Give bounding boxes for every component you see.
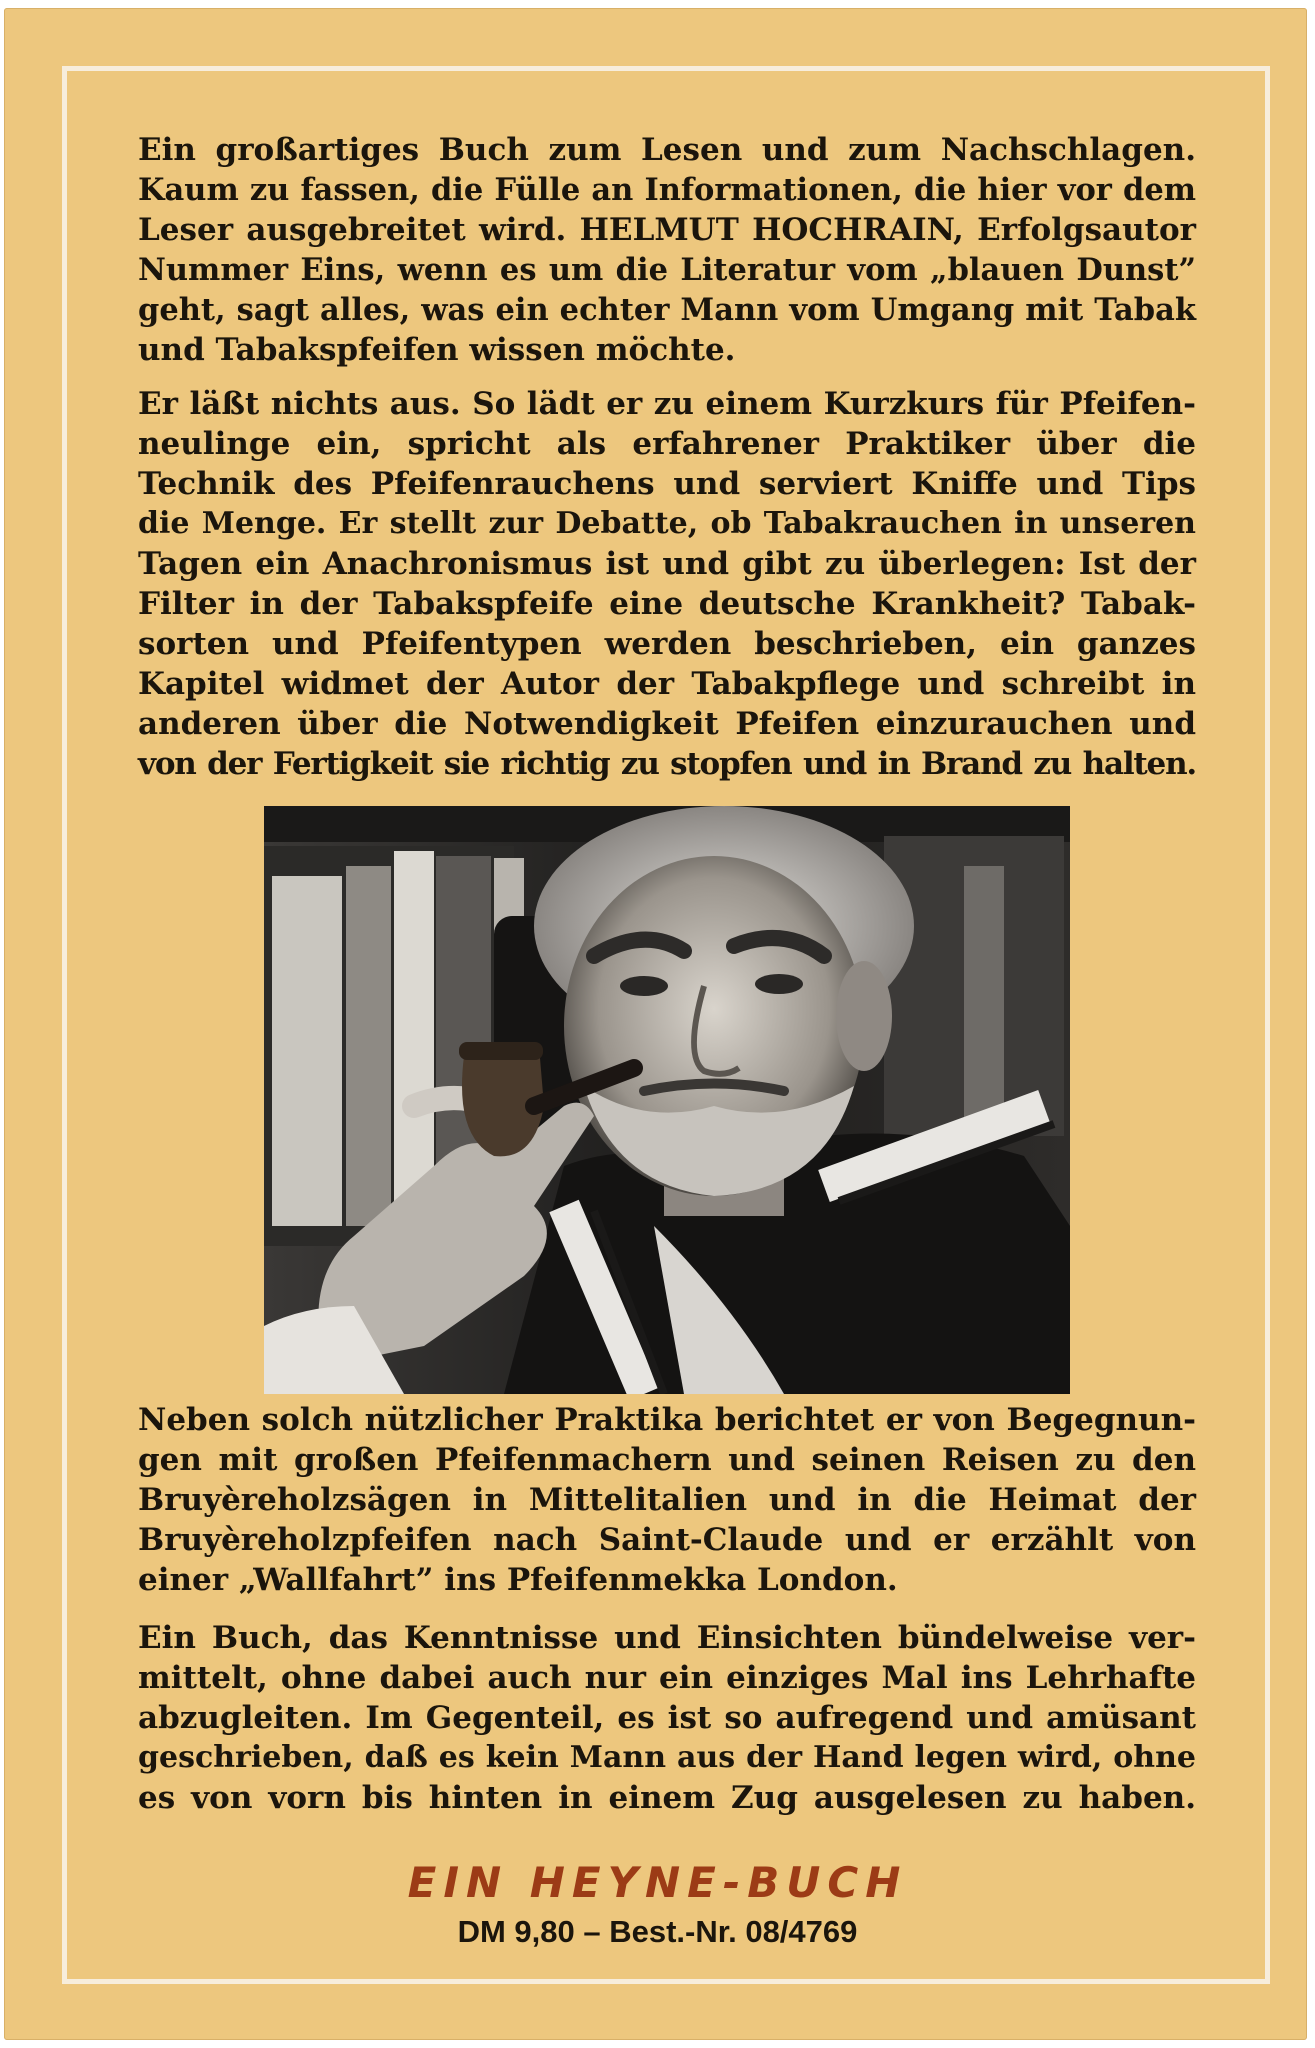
text-line: es von vorn bis hinten in einem Zug ausgelesen zu haben.	[138, 1780, 1196, 1816]
text-line: sorten und Pfeifentypen werden beschrieben, ein ganzes	[138, 626, 1196, 662]
text-line: Neben solch nützlicher Praktika berichtet er von Begegnun-	[138, 1402, 1196, 1438]
text-line: Ein Buch, das Kenntnisse und Einsichten bündelweise ver-	[138, 1620, 1196, 1656]
author-photo	[264, 806, 1070, 1394]
text-line: gen mit großen Pfeifenmachern und seinen Reisen zu den	[138, 1442, 1196, 1478]
text-line: anderen über die Notwendigkeit Pfeifen einzurauchen und	[138, 706, 1196, 742]
text-line: Technik des Pfeifenrauchens und serviert Kniffe und Tips	[138, 466, 1196, 502]
publisher-imprint: EIN HEYNE-BUCH	[407, 1858, 908, 1907]
text-line: abzugleiten. Im Gegenteil, es ist so aufregend und amüsant	[138, 1700, 1196, 1736]
text-line: mittelt, ohne dabei auch nur ein einziges Mal ins Lehrhafte	[138, 1660, 1196, 1696]
text-line: von der Fertigkeit sie richtig zu stopfen und in Brand zu halten.	[138, 746, 1196, 782]
text-line: Bruyèreholzsägen in Mittelitalien und in die Heimat der	[138, 1482, 1196, 1518]
author-photo-illustration	[264, 806, 1070, 1394]
blurb-paragraph-1	[138, 130, 1196, 370]
text-line: Filter in der Tabakspfeife eine deutsche Krankheit? Tabak-	[138, 586, 1196, 622]
text-line-last: und Tabakspfeifen wissen möchte.	[138, 332, 736, 368]
text-line: Ein großartiges Buch zum Lesen und zum Nachschlagen.	[138, 132, 1196, 168]
text-line: die Menge. Er stellt zur Debatte, ob Tabakrauchen in unseren	[138, 506, 1196, 541]
text-line: Kaum zu fassen, die Fülle an Informationen, die hier vor dem	[138, 172, 1196, 208]
price-and-order-number: DM 9,80 – Best.-Nr. 08/4769	[457, 1914, 858, 1949]
text-line: geschrieben, daß es kein Mann aus der Hand legen wird, ohne	[138, 1740, 1196, 1775]
text-line: Kapitel widmet der Autor der Tabakpflege und schreibt in	[138, 666, 1196, 702]
blurb-paragraph-3	[138, 1400, 1196, 1600]
text-line: Bruyèreholzpfeifen nach Saint-Claude und er erzählt von	[138, 1522, 1196, 1558]
text-line: Er läßt nichts aus. So lädt er zu einem Kurzkurs für Pfeifen-	[138, 386, 1196, 422]
text-line: Tagen ein Anachronismus ist und gibt zu überlegen: Ist der	[138, 546, 1196, 582]
text-line: neulinge ein, spricht als erfahrener Praktiker über die	[138, 426, 1196, 462]
blurb-paragraph-4	[138, 1618, 1196, 1818]
text-line: Nummer Eins, wenn es um die Literatur vom „blauen Dunst”	[138, 252, 1196, 288]
text-line-last: einer „Wallfahrt” ins Pfeifenmekka London.	[138, 1562, 898, 1598]
text-line: geht, sagt alles, was ein echter Mann vom Umgang mit Tabak	[138, 292, 1196, 328]
blurb-paragraph-2	[138, 384, 1196, 784]
text-line: Leser ausgebreitet wird. HELMUT HOCHRAIN, Erfolgsautor	[138, 212, 1196, 248]
